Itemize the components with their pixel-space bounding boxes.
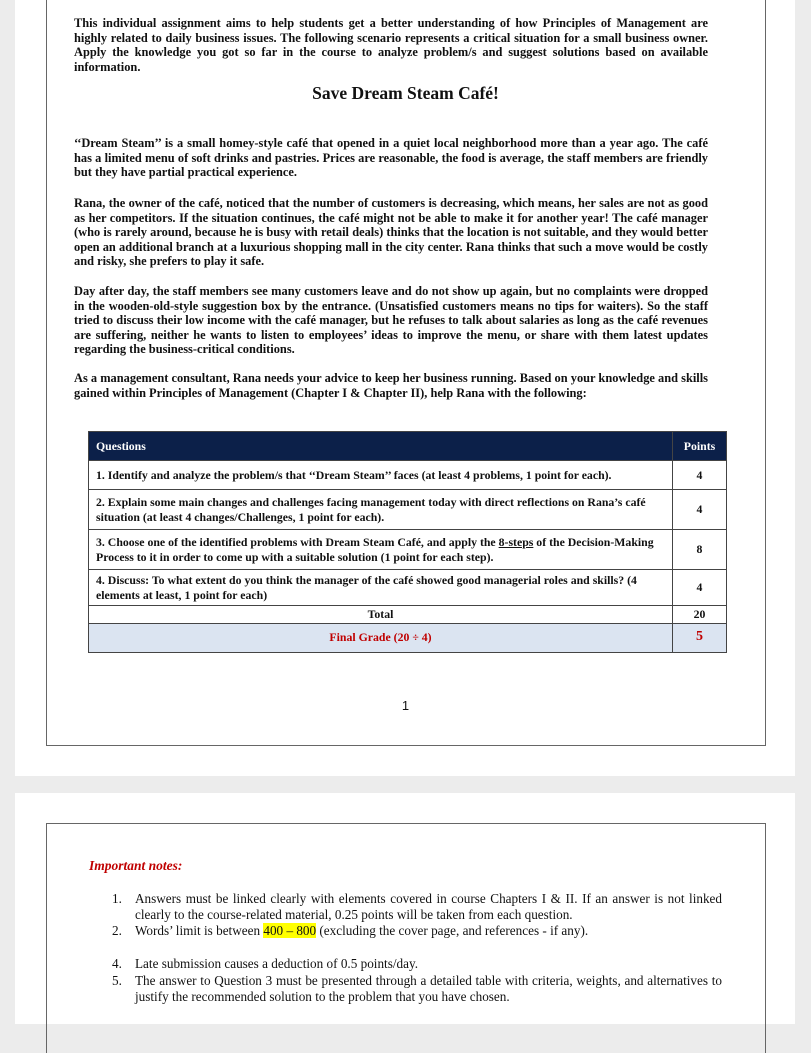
note-text: [135, 923, 722, 939]
note-number: 4.: [112, 956, 122, 971]
list-item: [112, 973, 722, 1005]
scenario-paragraph-4: As a management consultant, Rana needs your advice to keep her business running. Based on your knowledge and skills gained within Principles of Management (Chapter I & Chapter II), help Rana with the following:: [74, 371, 708, 400]
note-number: 2.: [112, 923, 122, 938]
total-label: Total: [89, 606, 673, 624]
notes-heading: Important notes:: [89, 858, 183, 873]
final-grade-label: Final Grade (20 ÷ 4): [89, 623, 673, 652]
list-item: [112, 891, 722, 923]
question-4-text: 4. Discuss: To what extent do you think the manager of the café showed good managerial roles and skills? (4 elements at least, 1 point for each): [89, 570, 673, 606]
question-3-points: 8: [673, 530, 727, 570]
table-row: [89, 530, 727, 570]
table-header-row: [89, 432, 727, 461]
questions-header: Questions: [89, 432, 673, 461]
scenario-paragraph-1: ‘‘Dream Steam’’ is a small homey-style café that opened in a quiet local neighborhood more than a year ago. The café has a limited menu of soft drinks and pastries. Prices are reasonable, the food is average, the staff members are friendly but they have partial practical experience.: [74, 136, 708, 180]
total-points: 20: [673, 606, 727, 624]
page-number: 1: [401, 698, 410, 713]
note-number: 1.: [112, 891, 122, 906]
intro-paragraph: This individual assignment aims to help students get a better understanding of how Principles of Management are highly related to daily business issues. The following scenario represents a critical situation for a small business owner. Apply the knowledge you got so far in the course to analyze problem/s and suggest solutions based on available information.: [74, 16, 708, 74]
question-2-text: 2. Explain some main changes and challenges facing management today with direct reflections on Rana’s café situation (at least 4 changes/Challenges, 1 point for each).: [89, 490, 673, 530]
final-grade-points: 5: [673, 623, 727, 652]
final-grade-row: [89, 623, 727, 652]
points-header: Points: [673, 432, 727, 461]
questions-table: [88, 431, 727, 653]
note-2-text-end: (excluding the cover page, and references - if any).: [316, 923, 589, 938]
question-3-text: [89, 530, 673, 570]
scenario-paragraph-2: Rana, the owner of the café, noticed that the number of customers is decreasing, which means, her sales are not as good as her competitors. If the situation continues, the café might not be able to make it for another year! The café manager (who is rarely around, because he is busy with retail deals) thinks that the location is not suitable, and they would better open an additional branch at a luxurious shopping mall in the city center. Rana thinks that such a move would be costly and risky, she prefers to play it safe.: [74, 196, 708, 269]
question-3-text-start: 3. Choose one of the identified problems with Dream Steam Café, and apply the: [96, 534, 499, 549]
word-limit-highlight: 400 – 800: [263, 923, 317, 938]
note-text: Answers must be linked clearly with elements covered in course Chapters I & II. If an answer is not linked clearly to the course-related material, 0.25 points will be taken from each question.: [135, 891, 722, 923]
table-row: [89, 490, 727, 530]
table-row: [89, 570, 727, 606]
question-4-points: 4: [673, 570, 727, 606]
note-2-text-start: Words’ limit is between: [135, 923, 264, 938]
note-number: 5.: [112, 973, 122, 988]
list-item: [112, 956, 722, 972]
scenario-paragraph-3: Day after day, the staff members see many customers leave and do not show up again, but no complaints were dropped in the wooden-old-style suggestion box by the entrance. (Unsatisfied customers means no tips for waiters). So the staff tried to discuss their low income with the café manager, but he refuses to talk about salaries as long as the café revenues are suffering, neither he wants to listen to employees’ ideas to improve the menu, or share with them latest updates regarding the business-critical conditions.: [74, 284, 708, 357]
note-text: The answer to Question 3 must be presented through a detailed table with criteria, weights, and alternatives to justify the recommended solution to the problem that you have chosen.: [135, 973, 722, 1005]
page-title: Save Dream Steam Café!: [312, 83, 499, 103]
question-1-points: 4: [673, 461, 727, 490]
question-3-text-end: of the Decision-Making Process to it in order to come up with a suitable solution (1 point for each step).: [96, 534, 654, 564]
note-text: Late submission causes a deduction of 0.5 points/day.: [135, 956, 418, 971]
total-row: [89, 606, 727, 624]
table-row: [89, 461, 727, 490]
list-item: [112, 923, 722, 939]
question-3-underlined-term: 8-steps: [498, 534, 534, 549]
question-2-points: 4: [673, 490, 727, 530]
question-1-text: 1. Identify and analyze the problem/s that ‘‘Dream Steam’’ faces (at least 4 problems, 1 point for each).: [89, 461, 673, 490]
